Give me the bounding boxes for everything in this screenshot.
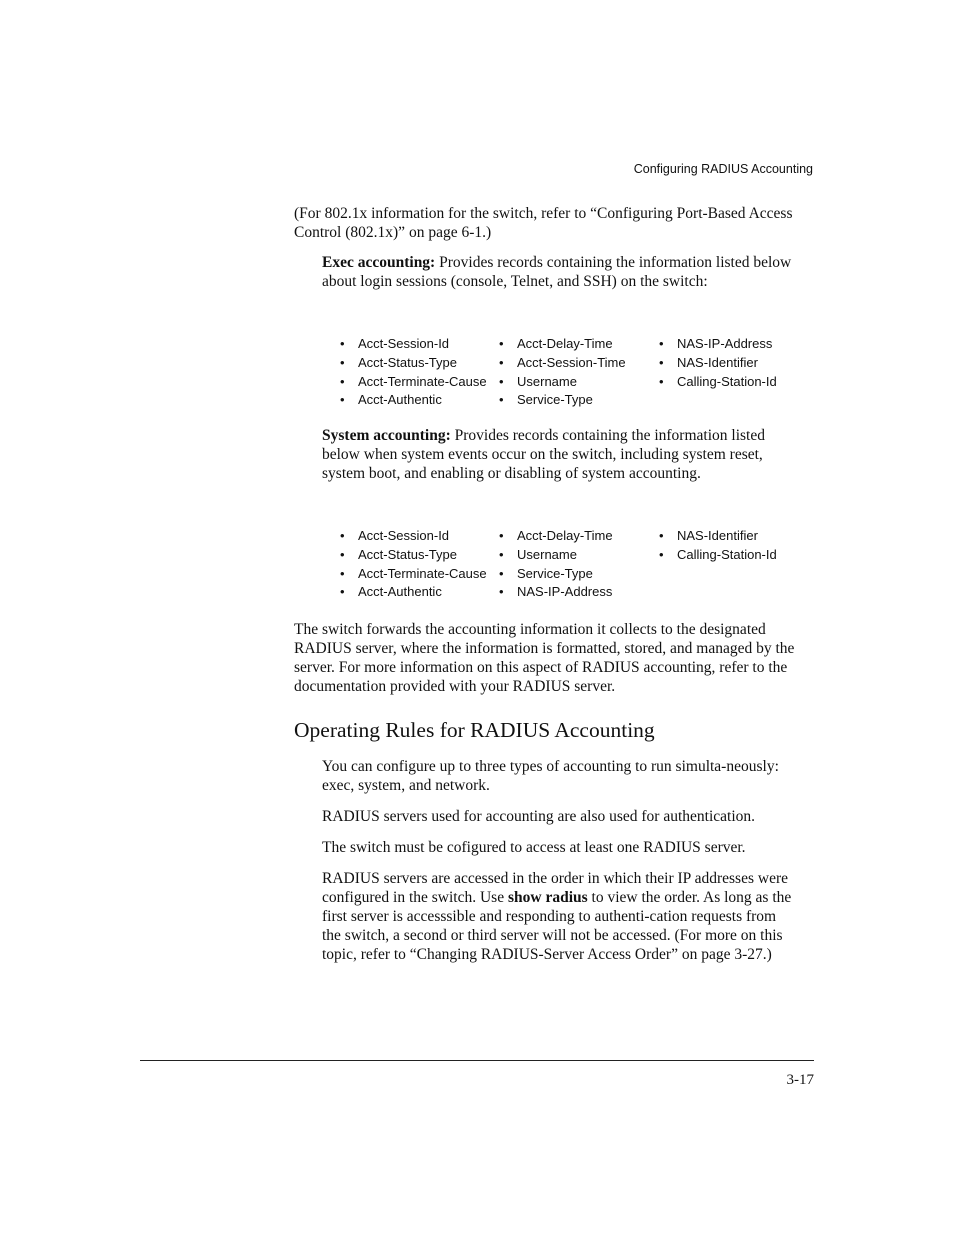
list-item: • Acct-Terminate-Cause [340, 373, 499, 392]
list-item: • Acct-Terminate-Cause [340, 565, 499, 584]
list-item: • Acct-Session-Id [340, 335, 499, 354]
exec-attribute-column-1 [340, 335, 499, 410]
rule-paragraph-3: The switch must be cofigured to access at least one RADIUS server. [322, 839, 746, 856]
list-item: • Username [499, 546, 659, 565]
list-item: • Service-Type [499, 565, 659, 584]
list-item: • Acct-Delay-Time [499, 335, 659, 354]
system-attribute-column-2 [499, 527, 659, 602]
exec-attribute-list [340, 335, 819, 410]
intro-paragraph: (For 802.1x information for the switch, refer to “Configuring Port-Based Access Control (802.1x)” on page 6-1.) [294, 205, 793, 241]
rule-paragraph-4 [322, 869, 792, 964]
list-item: • NAS-IP-Address [659, 335, 819, 354]
running-header: Configuring RADIUS Accounting [633, 162, 813, 176]
system-attribute-column-1 [340, 527, 499, 602]
list-item: • Calling-Station-Id [659, 546, 819, 565]
system-accounting-lead: System accounting: [322, 427, 451, 444]
footer-rule [140, 1060, 814, 1061]
list-item: • NAS-IP-Address [499, 583, 659, 602]
exec-accounting-lead: Exec accounting: [322, 254, 436, 271]
list-item: • Acct-Authentic [340, 391, 499, 410]
list-item: • Acct-Status-Type [340, 546, 499, 565]
exec-accounting-text: Provides records containing the information listed below about login sessions (console, Telnet, and SSH) on the switch: [322, 254, 792, 290]
list-item: • Acct-Session-Time [499, 354, 659, 373]
rule-paragraph-2: RADIUS servers used for accounting are also used for authentication. [322, 808, 756, 825]
list-item: • Calling-Station-Id [659, 373, 819, 392]
list-item: • Username [499, 373, 659, 392]
exec-attribute-column-2 [499, 335, 659, 410]
show-radius-command: show radius [507, 889, 588, 906]
list-item: • Acct-Authentic [340, 583, 499, 602]
rule-paragraph-1: You can configure up to three types of accounting to run simulta-neously: exec, system, and network. [322, 758, 779, 794]
list-item: • NAS-Identifier [659, 354, 819, 373]
list-item: • Acct-Delay-Time [499, 527, 659, 546]
system-attribute-list [340, 527, 819, 602]
exec-accounting-paragraph [322, 253, 792, 291]
list-item: • Service-Type [499, 391, 659, 410]
rule-paragraph-4-start: RADIUS servers are accessed in the order in which their IP addresses were configured in the switch. Use [322, 870, 788, 906]
list-item: • Acct-Status-Type [340, 354, 499, 373]
page-number: 3-17 [786, 1072, 814, 1088]
exec-attribute-column-3 [659, 335, 819, 410]
rule-paragraph-4-end: to view the order. As long as the first server is accesssible and responding to authenti-cation requests from the switch, a second or third server will not be accessed. (For more on this topic, refer to “Changing RADIUS-Server Access Order” on page 3-27.) [322, 889, 792, 963]
system-accounting-paragraph [322, 426, 792, 483]
system-accounting-text: Provides records containing the information listed below when system events occur on the switch, including system reset, system boot, and enabling or disabling of system accounting. [322, 427, 765, 482]
list-item: • NAS-Identifier [659, 527, 819, 546]
list-item: • Acct-Session-Id [340, 527, 499, 546]
forwarding-paragraph: The switch forwards the accounting information it collects to the designated RADIUS server, where the information is formatted, stored, and managed by the server. For more information on this aspect of RADIUS accounting, refer to the documentation provided with your RADIUS server. [294, 621, 795, 695]
section-heading: Operating Rules for RADIUS Accounting [294, 718, 655, 742]
system-attribute-column-3 [659, 527, 819, 602]
